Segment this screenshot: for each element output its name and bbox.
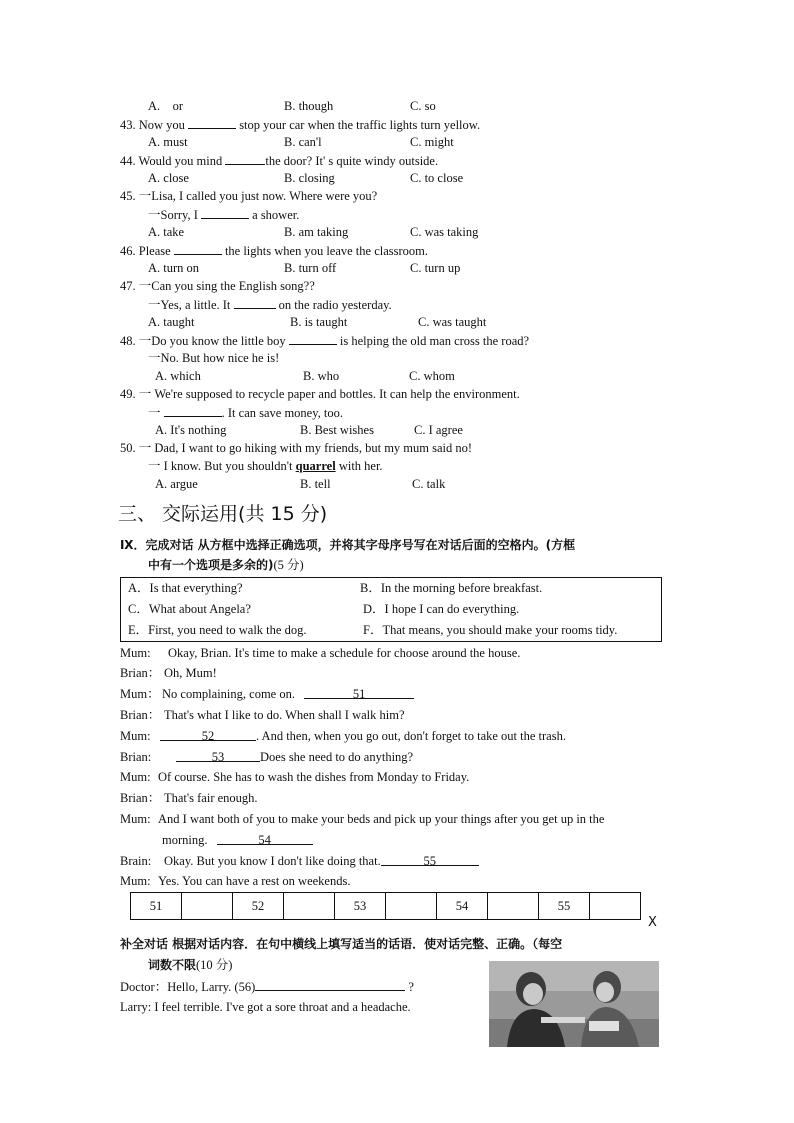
photo-illustration	[489, 961, 659, 1047]
q50-line2-post: with her.	[338, 459, 383, 473]
dialogue-line-9	[120, 811, 604, 827]
q49-line2	[148, 404, 343, 421]
speaker: Brian：	[120, 708, 161, 722]
doctor-patient-photo	[489, 961, 659, 1047]
part9-title-line1: Ⅸ．完成对话 从方框中选择正确选项，并将其字母序号写在对话后面的空格内。(方框	[120, 538, 576, 552]
speaker: Brian：	[120, 791, 161, 805]
q46-blank[interactable]	[174, 242, 222, 255]
line-text: And I want both of you to make your beds and pick up your things after you get up in the	[158, 812, 605, 826]
dialogue-line-10	[162, 832, 313, 848]
q42-option-b: B. though	[284, 99, 334, 113]
part10-line-1-pre: Doctor：Hello, Larry. (56)	[120, 980, 256, 994]
answer-blank-51[interactable]: 51	[304, 686, 414, 699]
q45-line2-pre: 一Sorry, I	[148, 208, 198, 222]
part10-line-1-post: ?	[408, 980, 414, 994]
speaker: Brian：	[120, 666, 161, 680]
q46-option-a: A. turn on	[148, 261, 200, 275]
part10-score: (10 分)	[196, 958, 233, 972]
part10-line-1	[120, 978, 414, 995]
answer-blank-53[interactable]: 53	[176, 749, 260, 762]
q45-blank[interactable]	[201, 206, 249, 219]
q47-option-b: B. is taught	[290, 315, 348, 329]
q50-line2-pre: 一 I know. But you shouldn't	[148, 459, 293, 473]
part9-title-line2-text: 中有一个选项是多余的)	[148, 558, 274, 572]
q44-stem-post: the door? It' s quite windy outside.	[265, 154, 439, 168]
q45-line1: 45. 一Lisa, I called you just now. Where were you?	[120, 189, 378, 203]
q44-option-c: C. to close	[410, 171, 464, 185]
q47-line2-post: on the radio yesterday.	[278, 298, 392, 312]
line-text: Okay. But you know I don't like doing that.	[164, 854, 381, 868]
line-text: Yes. You can have a rest on weekends.	[158, 874, 351, 888]
answer-blank-55[interactable]: 55	[381, 853, 479, 866]
speaker: Brian:	[120, 750, 152, 764]
answer-cell-52[interactable]	[284, 893, 335, 920]
answer-cell-53[interactable]	[386, 893, 437, 920]
line-text: No complaining, come on.	[162, 687, 295, 701]
q45-line2	[148, 206, 299, 223]
q48-line1-post: is helping the old man cross the road?	[339, 334, 530, 348]
q48-option-c: C. whom	[409, 369, 455, 383]
q48-line2: 一No. But how nice he is!	[148, 351, 280, 365]
q44-stem	[120, 152, 438, 169]
q42-option-a: A. or	[148, 99, 184, 113]
q49-blank[interactable]	[164, 404, 222, 417]
q45-line2-post: a shower.	[252, 208, 300, 222]
answer-blank-54[interactable]: 54	[217, 832, 313, 845]
part10-title-line2-text: 词数不限	[148, 958, 197, 972]
q45-option-b: B. am taking	[284, 225, 349, 239]
q48-line1-pre: 48. 一Do you know the little boy	[120, 334, 286, 348]
answer-cell-51[interactable]	[182, 893, 233, 920]
speaker: Mum:	[120, 729, 151, 743]
part10-title-line1: 补全对话 根据对话内容．在句中横线上填写适当的话语．使对话完整、正确。（每空	[120, 937, 563, 951]
q46-option-c: C. turn up	[410, 261, 461, 275]
answer-label-54: 54	[437, 893, 488, 920]
line-text: That's what I like to do. When shall I walk him?	[164, 708, 405, 722]
part10-title-line2	[148, 957, 232, 973]
q46-option-b: B. turn off	[284, 261, 337, 275]
answer-label-52: 52	[233, 893, 284, 920]
q50-option-c: C. talk	[412, 477, 446, 491]
option-f: F．That means, you should make your rooms tidy.	[363, 623, 618, 637]
q43-option-a: A. must	[148, 135, 188, 149]
q47-option-a: A. taught	[148, 315, 195, 329]
q44-option-a: A. close	[148, 171, 189, 185]
section-3-title: 三、 交际运用(共 15 分)	[118, 503, 328, 525]
answer-label-53: 53	[335, 893, 386, 920]
speaker: Mum:	[120, 646, 151, 660]
line-text: . And then, when you go out, don't forget to take out the trash.	[256, 729, 566, 743]
q48-option-b: B. who	[303, 369, 340, 383]
stray-mark: X	[648, 915, 657, 930]
dialogue-line-12	[120, 873, 350, 889]
line-text: Oh, Mum!	[164, 666, 217, 680]
q43-stem	[120, 116, 480, 133]
q43-option-b: B. can'l	[284, 135, 322, 149]
q48-option-a: A. which	[155, 369, 201, 383]
speaker: Mum:	[120, 770, 151, 784]
dialogue-line-1	[120, 645, 520, 661]
answer-table	[130, 892, 641, 920]
q50-option-b: B. tell	[300, 477, 331, 491]
q50-keyword: quarrel	[295, 459, 336, 473]
speaker: Mum:	[120, 812, 151, 826]
line-text: Of course. She has to wash the dishes from Monday to Friday.	[158, 770, 470, 784]
q45-option-c: C. was taking	[410, 225, 479, 239]
q43-blank[interactable]	[188, 116, 236, 129]
q46-stem-post: the lights when you leave the classroom.	[224, 244, 429, 258]
q47-line2	[148, 296, 392, 313]
option-b: B．In the morning before breakfast.	[360, 581, 543, 595]
answer-cell-55[interactable]	[590, 893, 641, 920]
speaker: Brain:	[120, 854, 152, 868]
q43-option-c: C. might	[410, 135, 454, 149]
dialogue-line-6	[120, 749, 413, 765]
speaker: Mum：	[120, 687, 160, 701]
line-text: morning.	[162, 833, 208, 847]
q47-line2-pre: 一Yes, a little. It	[148, 298, 231, 312]
answer-blank-52[interactable]: 52	[160, 728, 256, 741]
option-a: A．Is that everything?	[128, 581, 243, 595]
dialogue-line-3	[120, 686, 414, 702]
answer-cell-54[interactable]	[488, 893, 539, 920]
q43-stem-pre: 43. Now you	[120, 118, 185, 132]
q44-stem-pre: 44. Would you mind	[120, 154, 223, 168]
line-text: Does she need to do anything?	[260, 750, 414, 764]
line-text: That's fair enough.	[164, 791, 258, 805]
answer-label-55: 55	[539, 893, 590, 920]
q44-option-b: B. closing	[284, 171, 335, 185]
dialogue-line-7	[120, 769, 469, 785]
q47-line1: 47. 一Can you sing the English song??	[120, 279, 315, 293]
option-c: C．What about Angela?	[128, 602, 251, 616]
part9-score: (5 分)	[273, 558, 304, 572]
dialogue-line-2	[120, 665, 217, 681]
q49-line2-post: . It can save money, too.	[221, 406, 344, 420]
q49-option-a: A. It's nothing	[155, 423, 227, 437]
q49-option-c: C. I agree	[414, 423, 463, 437]
speaker: Mum:	[120, 874, 151, 888]
answer-blank-56[interactable]	[255, 978, 405, 991]
part9-title-line2	[148, 557, 304, 573]
option-d: D．I hope I can do everything.	[363, 602, 520, 616]
q42-option-c: C. so	[410, 99, 436, 113]
q48-line1	[120, 332, 529, 349]
q45-option-a: A. take	[148, 225, 185, 239]
q49-line1: 49. 一 We're supposed to recycle paper and bottles. It can help the environment.	[120, 387, 520, 401]
q50-line1: 50. 一 Dad, I want to go hiking with my friends, but my mum said no!	[120, 441, 473, 455]
dialogue-line-4	[120, 707, 405, 723]
part10-line-2: Larry: I feel terrible. I've got a sore throat and a headache.	[120, 1000, 411, 1014]
q49-line2-pre: 一	[148, 406, 161, 420]
option-e: E．First, you need to walk the dog.	[128, 623, 307, 637]
q46-stem-pre: 46. Please	[120, 244, 171, 258]
answer-label-51: 51	[131, 893, 182, 920]
q47-blank[interactable]	[234, 296, 276, 309]
q43-stem-post: stop your car when the traffic lights turn yellow.	[239, 118, 481, 132]
dialogue-line-8	[120, 790, 258, 806]
dialogue-line-5	[120, 728, 566, 744]
q47-option-c: C. was taught	[418, 315, 487, 329]
dialogue-line-11	[120, 853, 479, 869]
q49-option-b: B. Best wishes	[300, 423, 374, 437]
line-text: Okay, Brian. It's time to make a schedule for choose around the house.	[168, 646, 521, 660]
q50-option-a: A. argue	[155, 477, 198, 491]
q50-line2	[148, 458, 383, 474]
q48-blank[interactable]	[289, 332, 337, 345]
q46-stem	[120, 242, 428, 259]
q44-blank[interactable]	[225, 152, 265, 165]
